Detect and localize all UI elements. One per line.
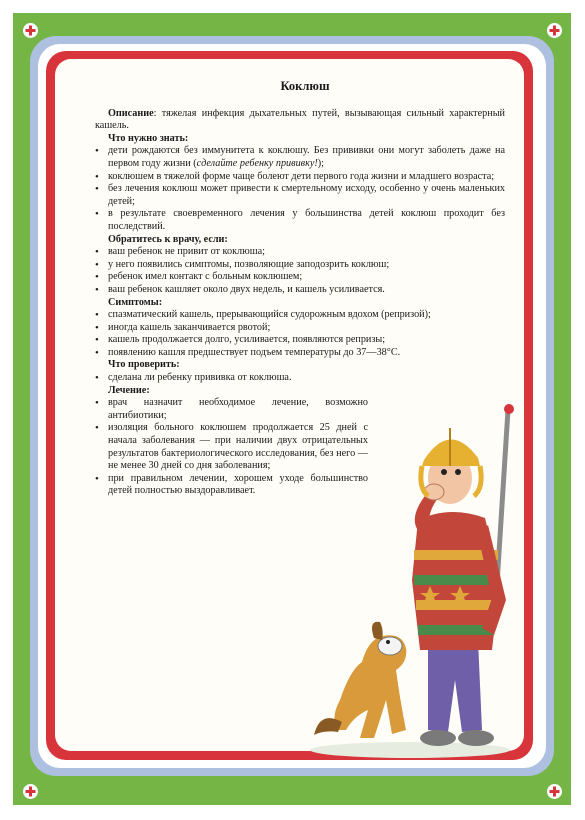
doctor-heading: Обратитесь к врачу, если: <box>108 233 228 245</box>
cross-icon <box>547 23 562 38</box>
know-heading: Что нужно знать: <box>108 132 189 144</box>
know-list <box>95 145 505 233</box>
symptoms-list <box>95 309 505 359</box>
list-item: • иногда кашель заканчивается рвотой; <box>95 322 505 335</box>
cross-icon <box>23 23 38 38</box>
list-item: • без лечения коклюш может привести к смертельному исходу, особенно у очень маленьких детей; <box>95 183 505 208</box>
description-paragraph <box>95 108 505 133</box>
list-item: • дети рождаются без иммунитета к коклюшу. Без прививки они могут заболеть даже на первом году жизни (сделайте ребенку прививку!); <box>95 145 505 170</box>
cross-icon <box>547 784 562 799</box>
list-item: • изоляция больного коклюшем продолжается 25 дней с начала заболевания — при наличии двух отрицательных результатов бактериологического исследования, без него — не менее 30 дней со дня заболевания; <box>95 422 368 472</box>
description-label: Описание <box>108 107 154 119</box>
list-item: • сделана ли ребенку прививка от коклюша. <box>95 372 505 385</box>
doctor-list <box>95 246 505 296</box>
list-item: • в результате своевременного лечения у большинства детей коклюш проходит без последствий. <box>95 208 505 233</box>
description-text: : тяжелая инфекция дыхательных путей, вызывающая сильный характерный кашель. <box>95 107 505 132</box>
list-item: • врач назначит необходимое лечение, возможно антибиотики; <box>95 397 368 422</box>
dog-tail <box>314 718 342 735</box>
trousers <box>428 640 482 732</box>
page-title: Коклюш <box>280 79 330 93</box>
list-item: • при правильном лечении, хорошем уходе большинство детей полностью выздоравливает. <box>95 473 368 498</box>
check-heading: Что проверить: <box>108 359 180 371</box>
treatment-heading: Лечение: <box>108 384 150 396</box>
list-item: • спазматический кашель, прерывающийся судорожным вдохом (репризой); <box>95 309 505 322</box>
list-item: • коклюшем в тяжелой форме чаще болеют дети первого года жизни и младшего возраста; <box>95 171 505 184</box>
list-item: • появлению кашля предшествует подъем температуры до 37—38°С. <box>95 347 505 360</box>
list-item: • ваш ребенок кашляет около двух недель, и кашель усиливается. <box>95 284 505 297</box>
list-item: • ваш ребенок не привит от коклюша; <box>95 246 505 259</box>
shoe-icon <box>420 730 456 746</box>
list-item: • кашель продолжается долго, усиливается, появляются репризы; <box>95 334 505 347</box>
check-list <box>95 372 505 385</box>
list-item: • ребенок имел контакт с больным коклюшем; <box>95 271 505 284</box>
cartoon-illustration <box>310 400 525 770</box>
symptoms-heading: Симптомы: <box>108 296 163 308</box>
shoe-icon <box>458 730 494 746</box>
cross-icon <box>23 784 38 799</box>
list-item: • у него появились симптомы, позволяющие заподозрить коклюш; <box>95 259 505 272</box>
